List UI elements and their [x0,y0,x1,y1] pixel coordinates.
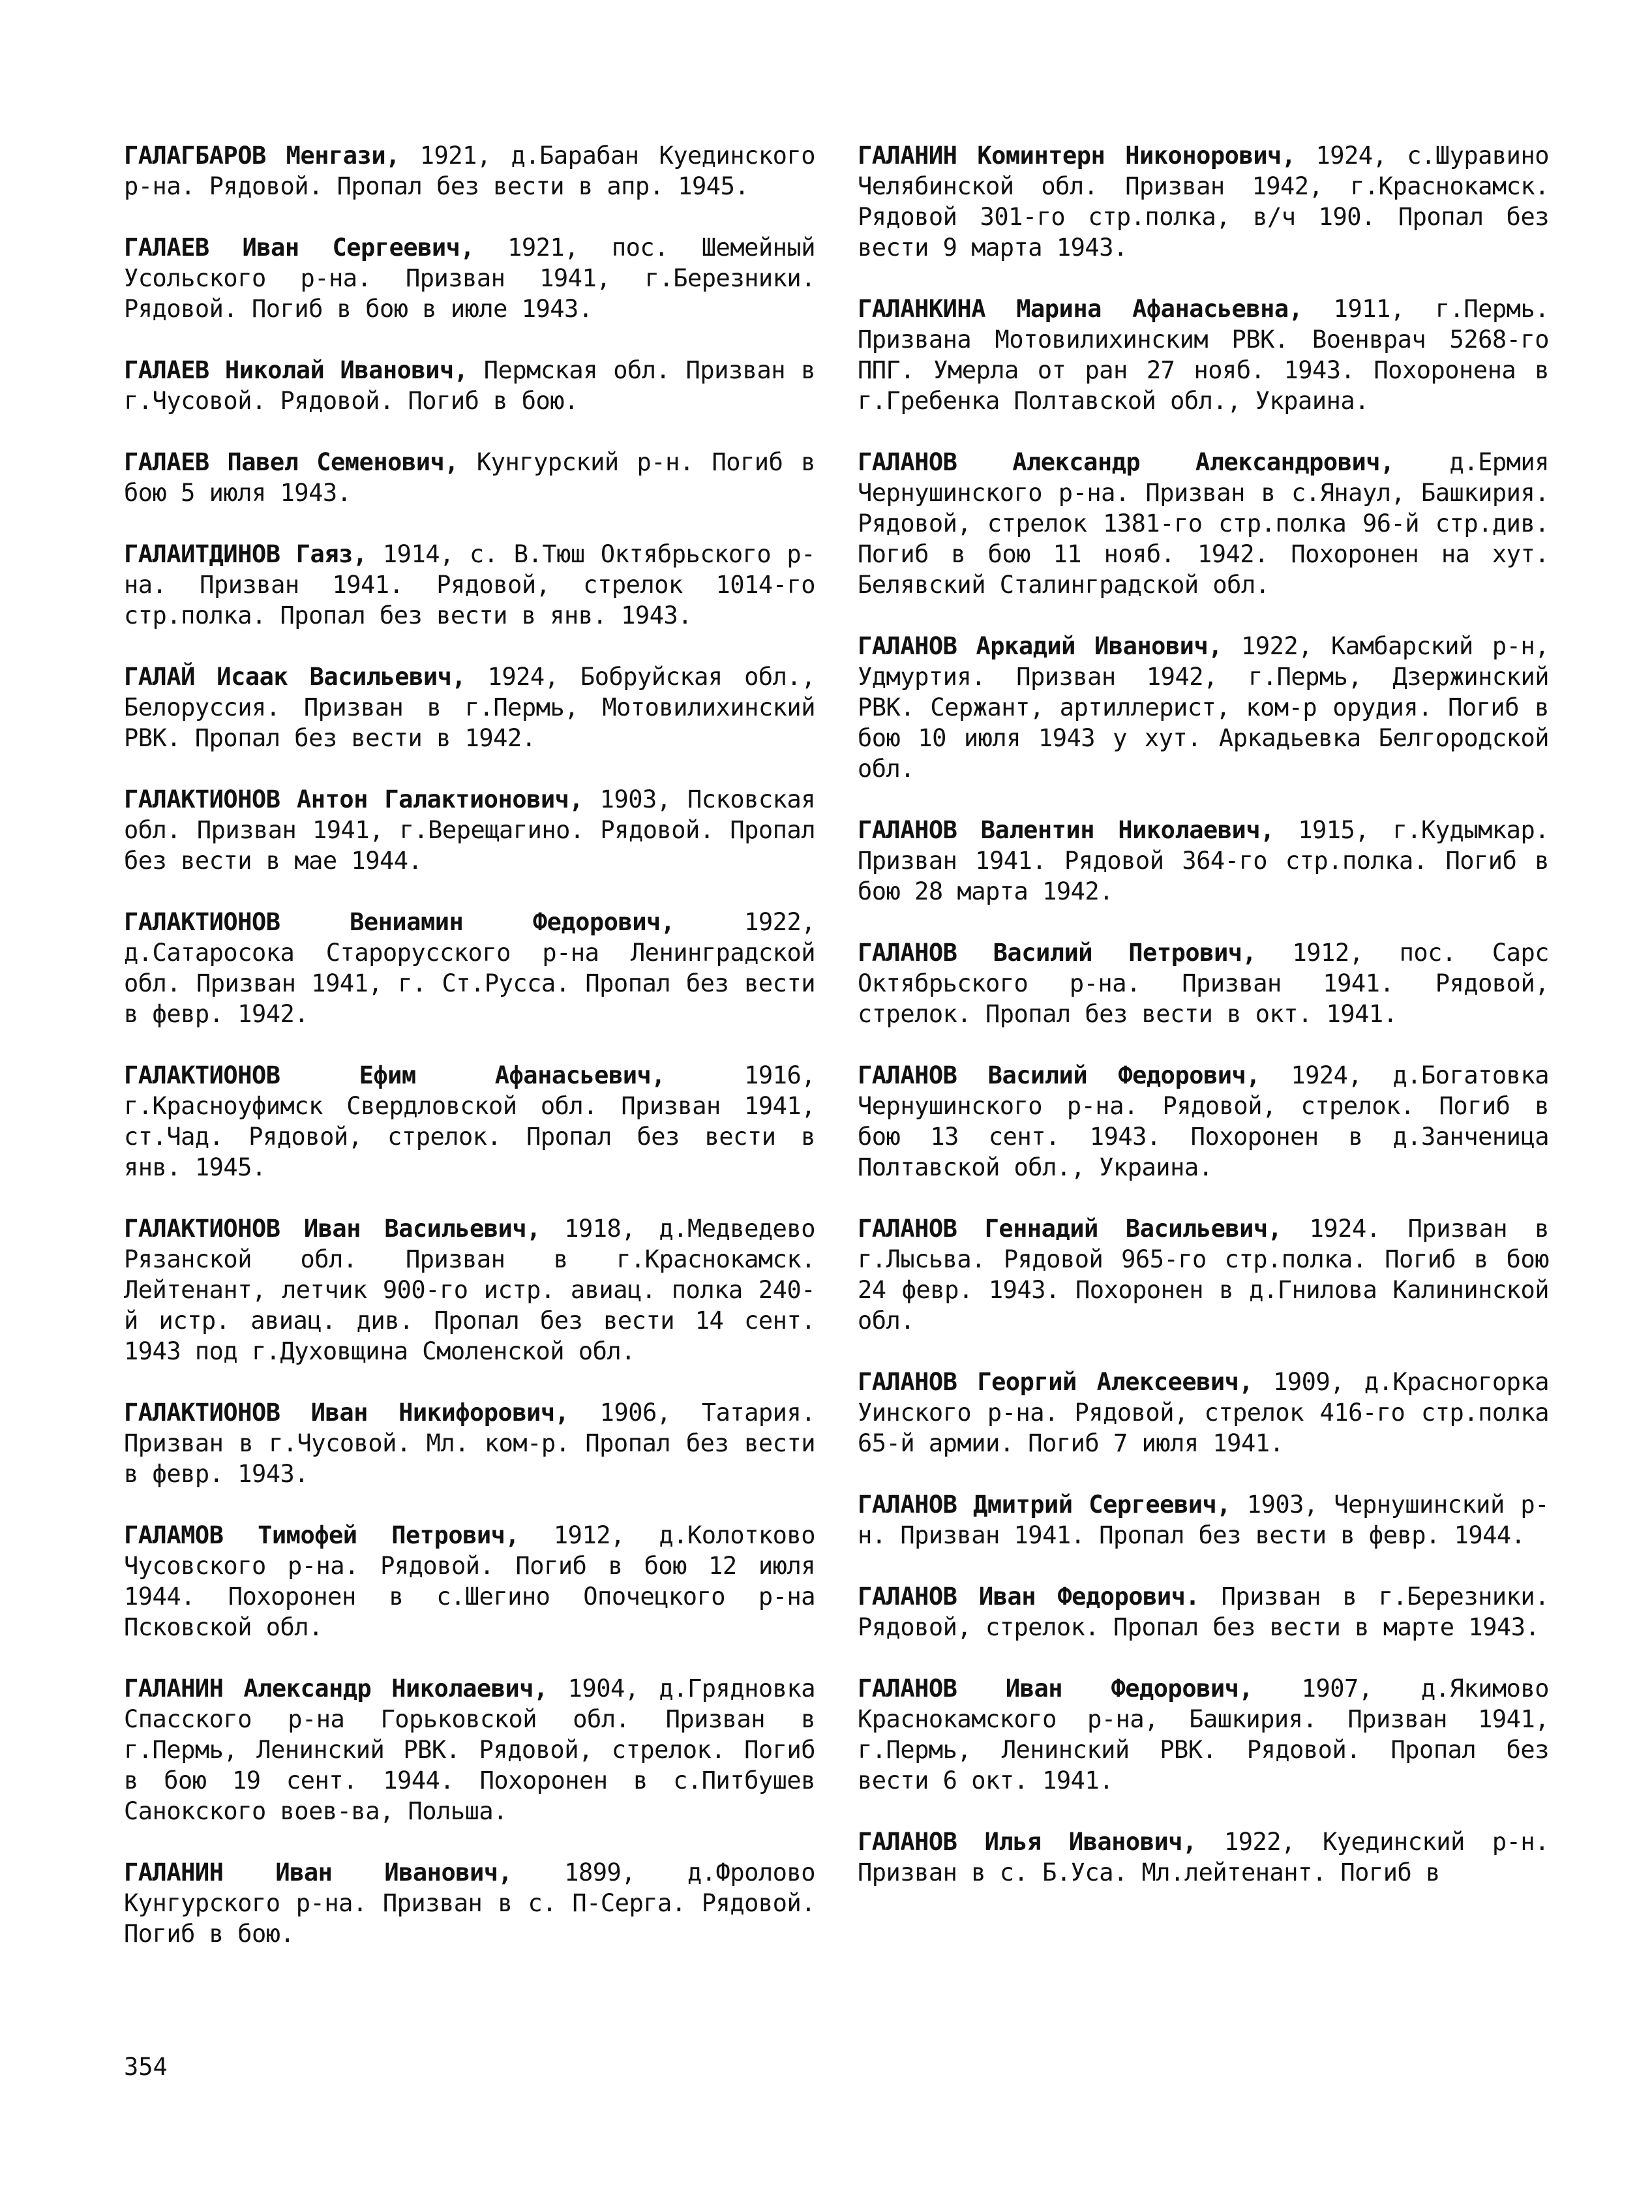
biography-entry [858,1581,1549,1643]
entry-text: 1918, д.Медведево Рязанской обл. Призван в г.Краснокамск. Лейтенант, летчик 900-го истр. авиац. полка 240-й истр. авиац. див. Пропал без вести 14 сент. 1943 под г.Духовщина Смоленской обл. [124,1215,815,1365]
left-column [124,140,815,1980]
biography-entry [858,1367,1549,1459]
biography-entry [124,447,815,508]
entry-name: ГАЛАЙ Исаак Васильевич, [124,663,466,691]
entry-name: ГАЛАГБАРОВ Менгази, [124,142,400,170]
entry-text: 1903, Псковская обл. Призван 1941, г.Верещагино. Рядовой. Пропал без вести в мае 1944. [124,785,815,875]
entry-text: 1906, Татария. Призван в г.Чусовой. Мл. ком-р. Пропал без вести в февр. 1943. [124,1399,815,1488]
entry-text: 1921, пос. Шемейный Усольского р-на. Призван 1941, г.Березники. Рядовой. Погиб в бою в июле 1943. [124,234,815,323]
entry-text: 1924, Бобруйская обл., Белоруссия. Призван в г.Пермь, Мотовилихинский РВК. Пропал без вести в 1942. [124,663,815,752]
entry-name: ГАЛАКТИОНОВ Иван Васильевич, [124,1215,541,1243]
entry-text: 1911, г.Пермь. Призвана Мотовилихинским РВК. Военврач 5268-го ППГ. Умерла от ран 27 нояб. 1943. Похоронена в г.Гребенка Полтавской обл., Украина. [858,295,1549,415]
entry-text: 1922, д.Сатаросока Старорусского р-на Ленинградской обл. Призван 1941, г. Ст.Русса. Пропал без вести в февр. 1942. [124,908,815,1028]
entry-text: д.Ермия Чернушинского р-на. Призван в с.Янаул, Башкирия. Рядовой, стрелок 1381-го стр.полка 96-й стр.див. Погиб в бою 11 нояб. 1942. Похоронен на хут. Белявский Сталинградской обл. [858,448,1549,599]
entry-name: ГАЛАЕВ Павел Семенович, [124,448,459,476]
biography-entry [858,1673,1549,1796]
entry-text: Пермская обл. Призван в г.Чусовой. Рядовой. Погиб в бою. [124,356,816,415]
entry-name: ГАЛАЕВ Иван Сергеевич, [124,234,475,262]
entry-text: 1916, г.Красноуфимск Свердловской обл. Призван 1941, ст.Чад. Рядовой, стрелок. Пропал без вести в янв. 1945. [124,1061,815,1181]
entry-text: 1915, г.Кудымкар. Призван 1941. Рядовой 364-го стр.полка. Погиб в бою 28 марта 1942. [858,816,1549,905]
entry-text: 1909, д.Красногорка Уинского р-на. Рядовой, стрелок 416-го стр.полка 65-й армии. Погиб 7 июля 1941. [858,1368,1549,1457]
entry-name: ГАЛАКТИОНОВ Вениамин Федорович, [124,908,675,936]
entry-name: ГАЛАНИН Иван Иванович, [124,1858,513,1886]
biography-entry [858,447,1549,600]
entry-text: 1904, д.Грядновка Спасского р-на Горьковской обл. Призван в г.Пермь, Ленинский РВК. Рядовой, стрелок. Погиб в бою 19 сент. 1944. Похоронен в с.Питбушев Санокского воев-ва, Польша. [124,1674,815,1825]
entry-text: 1907, д.Якимово Краснокамского р-на, Башкирия. Призван 1941, г.Пермь, Ленинский РВК. Рядовой. Пропал без вести 6 окт. 1941. [858,1674,1549,1795]
entry-name: ГАЛАНОВ Илья Иванович, [858,1828,1197,1856]
entry-text: 1903, Чернушинский р-н. Призван 1941. Пропал без вести в февр. 1944. [858,1491,1549,1549]
entry-name: ГАЛАНИН Александр Николаевич, [124,1674,548,1703]
entry-text: 1912, д.Колотково Чусовского р-на. Рядовой. Погиб в бою 12 июля 1944. Похоронен в с.Шегино Опочецкого р-на Псковской обл. [124,1521,815,1641]
entry-text: 1924. Призван в г.Лысьва. Рядовой 965-го стр.полка. Погиб в бою 24 февр. 1943. Похоронен в д.Гнилова Калининской обл. [858,1215,1549,1335]
entry-name: ГАЛАНОВ Василий Петрович, [858,939,1257,967]
right-column [858,140,1549,1918]
entry-name: ГАЛАНОВ Дмитрий Сергеевич, [858,1491,1231,1519]
entry-name: ГАЛАЕВ Николай Иванович, [124,356,468,384]
entry-text: Призван в г.Березники. Рядовой, стрелок. Пропал без вести в марте 1943. [858,1583,1549,1641]
biography-entry [858,815,1549,907]
biography-entry [124,1673,815,1826]
page-number: 354 [124,2053,168,2081]
entry-text: 1899, д.Фролово Кунгурского р-на. Призван в с. П-Серга. Рядовой. Погиб в бою. [124,1858,815,1948]
biography-entry [858,937,1549,1029]
entry-name: ГАЛАНОВ Аркадий Иванович, [858,632,1223,660]
entry-name: ГАЛАНКИНА Марина Афанасьевна, [858,295,1303,323]
biography-entry [124,1213,815,1367]
entry-name: ГАЛАМОВ Тимофей Петрович, [124,1521,520,1549]
biography-entry [124,232,815,324]
entry-name: ГАЛАКТИОНОВ Антон Галактионович, [124,785,584,813]
biography-entry [124,355,815,416]
entry-text: 1924, д.Богатовка Чернушинского р-на. Рядовой, стрелок. Погиб в бою 13 сент. 1943. Похоронен в д.Занченица Полтавской обл., Украина. [858,1061,1549,1181]
biography-entry [124,907,815,1029]
entry-name: ГАЛАНОВ Александр Александрович, [858,448,1394,476]
biography-entry [124,661,815,753]
biography-entry [858,294,1549,416]
entry-name: ГАЛАНОВ Иван Федорович, [858,1674,1254,1703]
biography-entry [858,140,1549,263]
biography-entry [124,1397,815,1489]
entry-name: ГАЛАНОВ Василий Федорович, [858,1061,1261,1089]
biography-entry [124,539,815,631]
entry-text: 1924, с.Шуравино Челябинской обл. Призван 1942, г.Краснокамск. Рядовой 301-го стр.полка, в/ч 190. Пропал без вести 9 марта 1943. [858,142,1549,262]
entry-text: 1921, д.Барабан Куединского р-на. Рядовой. Пропал без вести в апр. 1945. [124,142,815,200]
biography-entry [858,1213,1549,1336]
entry-name: ГАЛАИТДИНОВ Гаяз, [124,540,367,568]
entry-text: 1922, Куединский р-н. Призван в с. Б.Уса. Мл.лейтенант. Погиб в [858,1828,1549,1886]
entry-name: ГАЛАНОВ Геннадий Васильевич, [858,1215,1282,1243]
entry-text: 1912, пос. Сарс Октябрьского р-на. Призван 1941. Рядовой, стрелок. Пропал без вести в окт. 1941. [858,939,1549,1028]
biography-entry [858,1489,1549,1551]
entry-name: ГАЛАКТИОНОВ Иван Никифорович, [124,1399,569,1427]
biography-entry [124,140,815,202]
entry-name: ГАЛАНОВ Георгий Алексеевич, [858,1368,1254,1396]
biography-entry [858,631,1549,784]
entry-text: Кунгурский р-н. Погиб в бою 5 июля 1943. [124,448,815,507]
entry-name: ГАЛАКТИОНОВ Ефим Афанасьевич, [124,1061,666,1089]
biography-entry [124,784,815,876]
biography-entry [858,1826,1549,1888]
biography-entry [124,1857,815,1949]
entry-name: ГАЛАНИН Коминтерн Никонорович, [858,142,1296,170]
biography-entry [124,1520,815,1643]
biography-entry [858,1060,1549,1183]
entry-text: 1922, Камбарский р-н, Удмуртия. Призван 1942, г.Пермь, Дзержинский РВК. Сержант, артиллерист, ком-р орудия. Погиб в бою 10 июля 1943 у хут. Аркадьевка Белгородской обл. [858,632,1549,783]
biography-entry [124,1060,815,1183]
entry-text: 1914, с. В.Тюш Октябрьского р-на. Призван 1941. Рядовой, стрелок 1014-го стр.полка. Пропал без вести в янв. 1943. [124,540,815,629]
entry-name: ГАЛАНОВ Валентин Николаевич, [858,816,1274,844]
entry-name: ГАЛАНОВ Иван Федорович. [858,1583,1200,1611]
